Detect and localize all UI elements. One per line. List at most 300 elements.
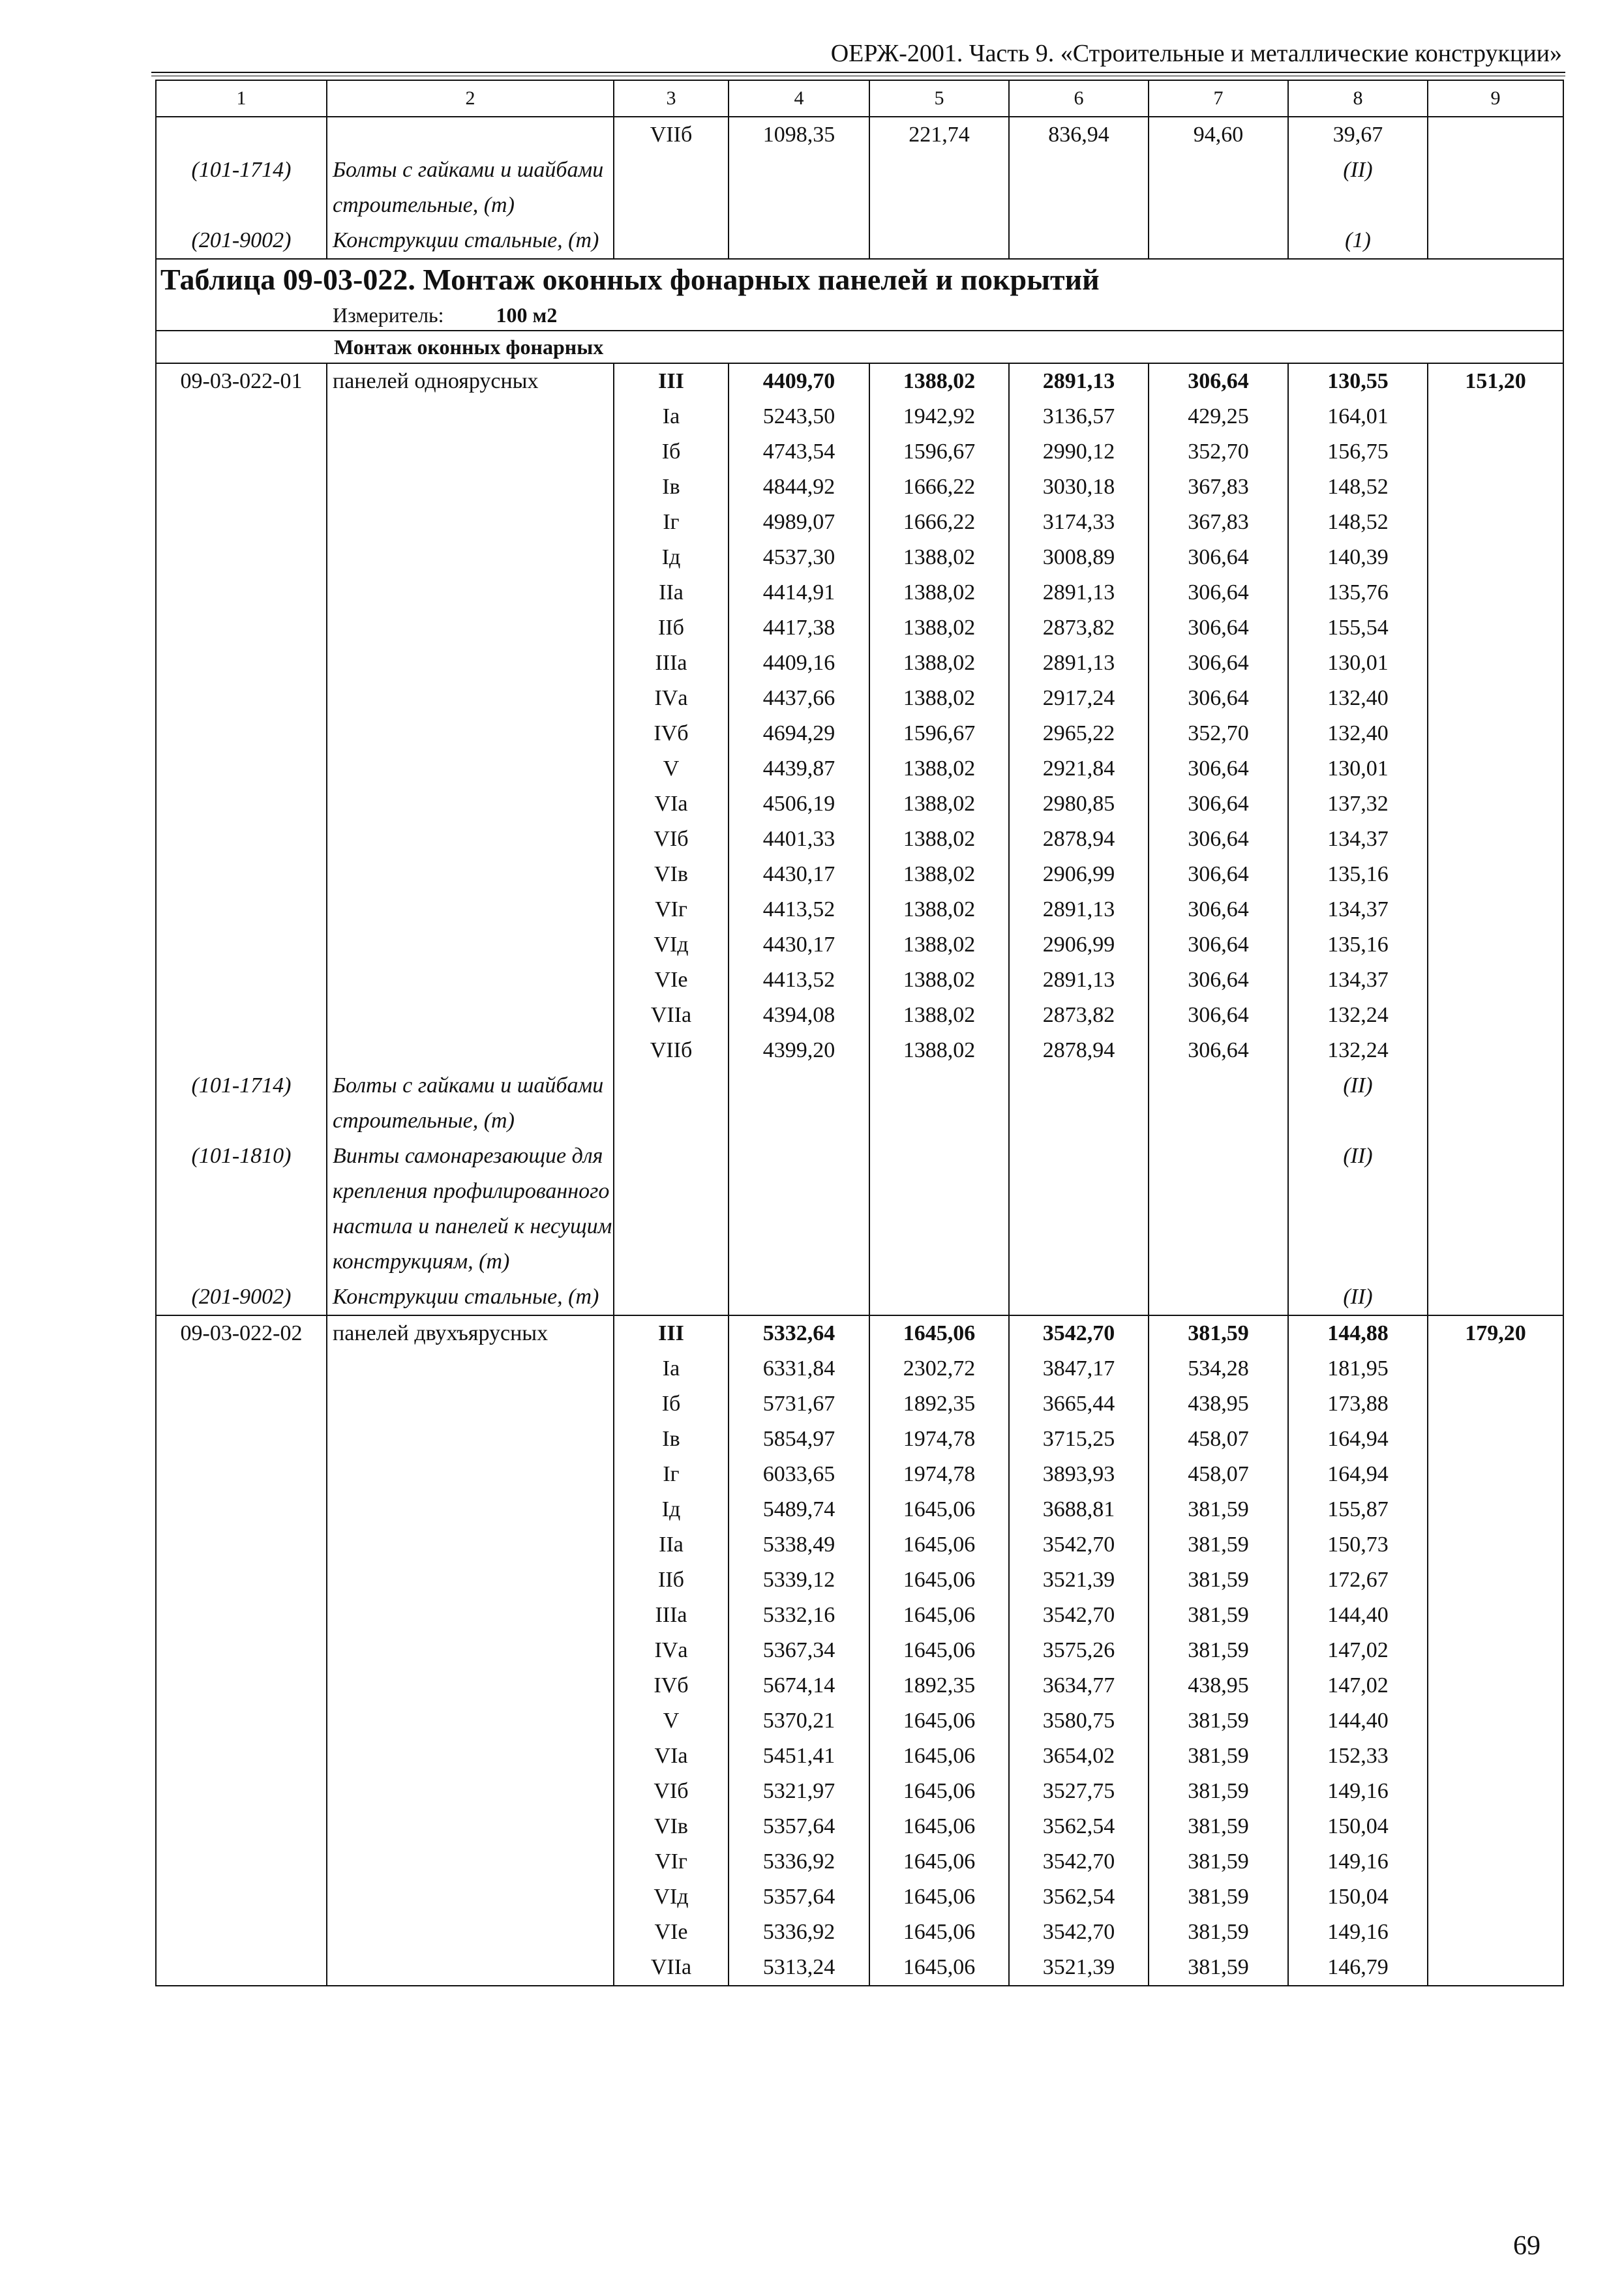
table-cell	[1428, 1950, 1563, 1986]
table-cell	[1428, 1422, 1563, 1457]
resource-code: (101-1714)	[156, 153, 327, 223]
value-cell: 4437,66	[729, 681, 869, 716]
table-cell	[1428, 998, 1563, 1033]
value-cell: 4537,30	[729, 540, 869, 575]
value-cell: 172,67	[1288, 1563, 1428, 1598]
table-cell	[1428, 1915, 1563, 1950]
table-cell	[1009, 1068, 1149, 1139]
value-cell: 4844,92	[729, 470, 869, 505]
table-cell	[1428, 540, 1563, 575]
table-cell	[156, 1844, 327, 1879]
resource-flag: (II)	[1288, 1068, 1428, 1139]
table-row	[156, 1457, 1563, 1492]
table-cell	[1428, 575, 1563, 610]
zone-cell: VIв	[614, 1809, 729, 1844]
rates-table	[155, 80, 1564, 1986]
table-cell	[156, 1809, 327, 1844]
table-cell	[1428, 1809, 1563, 1844]
value-cell: 1388,02	[869, 363, 1009, 399]
zone-cell: V	[614, 751, 729, 786]
value-cell: 149,16	[1288, 1774, 1428, 1809]
table-cell	[156, 1950, 327, 1986]
value-cell: 1892,35	[869, 1386, 1009, 1422]
value-cell: 3174,33	[1009, 505, 1149, 540]
value-cell: 1892,35	[869, 1668, 1009, 1703]
column-number-row	[156, 80, 1563, 117]
table-cell	[156, 716, 327, 751]
table-row	[156, 363, 1563, 399]
value-cell: 3030,18	[1009, 470, 1149, 505]
zone-cell: VIа	[614, 1739, 729, 1774]
value-cell: 135,76	[1288, 575, 1428, 610]
value-cell: 381,59	[1149, 1809, 1288, 1844]
value-cell: 458,07	[1149, 1422, 1288, 1457]
value-cell: 2990,12	[1009, 434, 1149, 470]
value-cell: 3654,02	[1009, 1739, 1149, 1774]
table-cell	[1428, 1844, 1563, 1879]
table-cell	[1428, 117, 1563, 153]
zone-cell: VIд	[614, 1879, 729, 1915]
table-cell	[156, 575, 327, 610]
value-cell: 3562,54	[1009, 1809, 1149, 1844]
table-cell	[1149, 223, 1288, 259]
table-row	[156, 1879, 1563, 1915]
table-cell	[1428, 1492, 1563, 1527]
value-cell: 130,01	[1288, 646, 1428, 681]
value-cell: 144,40	[1288, 1703, 1428, 1739]
value-cell: 367,83	[1149, 470, 1288, 505]
table-cell	[1428, 1033, 1563, 1068]
resource-row	[156, 1068, 1563, 1139]
table-cell	[327, 1386, 614, 1422]
table-cell	[156, 1879, 327, 1915]
value-cell: 132,40	[1288, 716, 1428, 751]
table-cell	[1428, 786, 1563, 822]
table-cell	[156, 1915, 327, 1950]
value-cell: 181,95	[1288, 1351, 1428, 1386]
resource-code: (201-9002)	[156, 1279, 327, 1315]
table-cell	[1149, 1279, 1288, 1315]
table-cell	[327, 434, 614, 470]
value-cell: 150,04	[1288, 1879, 1428, 1915]
table-title-cell	[156, 259, 1563, 331]
table-cell	[156, 1351, 327, 1386]
value-cell: 1974,78	[869, 1457, 1009, 1492]
value-cell: 306,64	[1149, 857, 1288, 892]
value-cell: 4430,17	[729, 857, 869, 892]
table-cell	[869, 1139, 1009, 1279]
zone-cell: VIIб	[614, 117, 729, 153]
table-cell	[327, 399, 614, 434]
value-cell: 1388,02	[869, 786, 1009, 822]
resource-row	[156, 1139, 1563, 1279]
table-row	[156, 1492, 1563, 1527]
table-row	[156, 1950, 1563, 1986]
table-cell	[156, 681, 327, 716]
value-cell: 5338,49	[729, 1527, 869, 1563]
table-row	[156, 399, 1563, 434]
table-cell	[327, 646, 614, 681]
table-cell	[156, 927, 327, 963]
value-cell: 4409,16	[729, 646, 869, 681]
value-cell: 164,01	[1288, 399, 1428, 434]
table-cell	[156, 892, 327, 927]
value-cell: 4743,54	[729, 434, 869, 470]
labor-cell: 179,20	[1428, 1315, 1563, 1351]
table-cell	[1009, 153, 1149, 223]
value-cell: 458,07	[1149, 1457, 1288, 1492]
resource-row	[156, 153, 1563, 223]
zone-cell: VIд	[614, 927, 729, 963]
value-cell: 4414,91	[729, 575, 869, 610]
measure-label: Измеритель:	[333, 303, 444, 327]
table-cell	[327, 575, 614, 610]
column-number: 1	[156, 80, 327, 117]
table-cell	[869, 153, 1009, 223]
table-cell	[327, 716, 614, 751]
column-number: 4	[729, 80, 869, 117]
value-cell: 2878,94	[1009, 1033, 1149, 1068]
table-cell	[327, 1457, 614, 1492]
value-cell: 2965,22	[1009, 716, 1149, 751]
value-cell: 39,67	[1288, 117, 1428, 153]
table-row	[156, 751, 1563, 786]
table-cell	[327, 1739, 614, 1774]
value-cell: 2873,82	[1009, 610, 1149, 646]
table-row	[156, 1563, 1563, 1598]
table-cell	[1428, 1598, 1563, 1633]
table-row	[156, 681, 1563, 716]
value-cell: 381,59	[1149, 1633, 1288, 1668]
table-cell	[1149, 1139, 1288, 1279]
value-cell: 381,59	[1149, 1703, 1288, 1739]
value-cell: 4506,19	[729, 786, 869, 822]
table-row	[156, 1422, 1563, 1457]
value-cell: 2921,84	[1009, 751, 1149, 786]
value-cell: 1645,06	[869, 1703, 1009, 1739]
value-cell: 3527,75	[1009, 1774, 1149, 1809]
table-row	[156, 117, 1563, 153]
value-cell: 5854,97	[729, 1422, 869, 1457]
table-cell	[327, 470, 614, 505]
table-cell	[1428, 434, 1563, 470]
value-cell: 1388,02	[869, 681, 1009, 716]
section-title: Монтаж оконных фонарных	[334, 335, 604, 359]
value-cell: 1645,06	[869, 1598, 1009, 1633]
value-cell: 1388,02	[869, 646, 1009, 681]
value-cell: 3542,70	[1009, 1915, 1149, 1950]
value-cell: 140,39	[1288, 540, 1428, 575]
table-cell	[327, 1809, 614, 1844]
value-cell: 2878,94	[1009, 822, 1149, 857]
table-row	[156, 540, 1563, 575]
table-cell	[729, 153, 869, 223]
value-cell: 137,32	[1288, 786, 1428, 822]
table-cell	[156, 1422, 327, 1457]
value-cell: 148,52	[1288, 505, 1428, 540]
value-cell: 381,59	[1149, 1879, 1288, 1915]
value-cell: 4413,52	[729, 963, 869, 998]
value-cell: 1388,02	[869, 751, 1009, 786]
value-cell: 1645,06	[869, 1315, 1009, 1351]
table-title: Таблица 09-03-022. Монтаж оконных фонарных панелей и покрытий	[160, 263, 1100, 296]
value-cell: 150,04	[1288, 1809, 1428, 1844]
zone-cell: VIIа	[614, 998, 729, 1033]
value-cell: 1388,02	[869, 575, 1009, 610]
table-cell	[156, 540, 327, 575]
value-cell: 4401,33	[729, 822, 869, 857]
value-cell: 3634,77	[1009, 1668, 1149, 1703]
value-cell: 173,88	[1288, 1386, 1428, 1422]
table-row	[156, 1703, 1563, 1739]
value-cell: 1974,78	[869, 1422, 1009, 1457]
table-cell	[156, 1668, 327, 1703]
value-cell: 2906,99	[1009, 857, 1149, 892]
resource-flag: (II)	[1288, 1139, 1428, 1279]
table-cell	[614, 223, 729, 259]
value-cell: 381,59	[1149, 1774, 1288, 1809]
table-cell	[156, 434, 327, 470]
value-cell: 132,40	[1288, 681, 1428, 716]
table-cell	[1428, 1633, 1563, 1668]
column-number: 3	[614, 80, 729, 117]
value-cell: 149,16	[1288, 1844, 1428, 1879]
value-cell: 381,59	[1149, 1950, 1288, 1986]
table-cell	[327, 963, 614, 998]
table-cell	[156, 505, 327, 540]
table-cell	[729, 1279, 869, 1315]
value-cell: 3715,25	[1009, 1422, 1149, 1457]
table-cell	[1428, 223, 1563, 259]
table-cell	[327, 1844, 614, 1879]
header-rule	[151, 72, 1565, 73]
column-number: 2	[327, 80, 614, 117]
zone-cell: Iа	[614, 399, 729, 434]
zone-cell: Iв	[614, 1422, 729, 1457]
value-cell: 352,70	[1149, 434, 1288, 470]
zone-cell: IVб	[614, 716, 729, 751]
table-cell	[1428, 1703, 1563, 1739]
value-cell: 5313,24	[729, 1950, 869, 1986]
value-cell: 1388,02	[869, 822, 1009, 857]
value-cell: 5243,50	[729, 399, 869, 434]
table-row	[156, 1809, 1563, 1844]
value-cell: 3580,75	[1009, 1703, 1149, 1739]
value-cell: 3688,81	[1009, 1492, 1149, 1527]
value-cell: 221,74	[869, 117, 1009, 153]
value-cell: 2891,13	[1009, 363, 1149, 399]
value-cell: 2891,13	[1009, 892, 1149, 927]
value-cell: 144,40	[1288, 1598, 1428, 1633]
value-cell: 3542,70	[1009, 1315, 1149, 1351]
value-cell: 306,64	[1149, 610, 1288, 646]
table-cell	[327, 1033, 614, 1068]
table-cell	[156, 1633, 327, 1668]
zone-cell: IVа	[614, 681, 729, 716]
value-cell: 4439,87	[729, 751, 869, 786]
table-cell	[1428, 963, 1563, 998]
value-cell: 306,64	[1149, 681, 1288, 716]
table-cell	[156, 1703, 327, 1739]
zone-cell: Iг	[614, 505, 729, 540]
table-cell	[1428, 1774, 1563, 1809]
value-cell: 4413,52	[729, 892, 869, 927]
zone-cell: III	[614, 1315, 729, 1351]
value-cell: 306,64	[1149, 646, 1288, 681]
zone-cell: Iд	[614, 540, 729, 575]
value-cell: 3665,44	[1009, 1386, 1149, 1422]
table-cell	[614, 1279, 729, 1315]
value-cell: 352,70	[1149, 716, 1288, 751]
table-cell	[1428, 1457, 1563, 1492]
table-cell	[1428, 399, 1563, 434]
value-cell: 2891,13	[1009, 575, 1149, 610]
table-cell	[156, 857, 327, 892]
table-cell	[156, 1457, 327, 1492]
column-number: 7	[1149, 80, 1288, 117]
table-cell	[327, 1492, 614, 1527]
value-cell: 130,55	[1288, 363, 1428, 399]
zone-cell: Iв	[614, 470, 729, 505]
value-cell: 147,02	[1288, 1668, 1428, 1703]
table-cell	[614, 153, 729, 223]
value-cell: 5336,92	[729, 1844, 869, 1879]
table-cell	[327, 540, 614, 575]
value-cell: 1388,02	[869, 540, 1009, 575]
table-cell	[1428, 1351, 1563, 1386]
zone-cell: V	[614, 1703, 729, 1739]
value-cell: 4399,20	[729, 1033, 869, 1068]
value-cell: 381,59	[1149, 1739, 1288, 1774]
table-cell	[1149, 153, 1288, 223]
zone-cell: VIе	[614, 963, 729, 998]
value-cell: 5332,64	[729, 1315, 869, 1351]
table-cell	[327, 1527, 614, 1563]
value-cell: 1645,06	[869, 1739, 1009, 1774]
value-cell: 3562,54	[1009, 1879, 1149, 1915]
table-cell	[1009, 1139, 1149, 1279]
value-cell: 150,73	[1288, 1527, 1428, 1563]
table-row	[156, 1351, 1563, 1386]
resource-name: Конструкции стальные, (т)	[327, 1279, 614, 1315]
table-cell	[327, 822, 614, 857]
value-cell: 5451,41	[729, 1739, 869, 1774]
table-row	[156, 1739, 1563, 1774]
value-cell: 3893,93	[1009, 1457, 1149, 1492]
value-cell: 152,33	[1288, 1739, 1428, 1774]
value-cell: 1645,06	[869, 1844, 1009, 1879]
table-row	[156, 716, 1563, 751]
table-cell	[156, 646, 327, 681]
table-cell	[1428, 716, 1563, 751]
table-cell	[1428, 857, 1563, 892]
value-cell: 1645,06	[869, 1879, 1009, 1915]
value-cell: 4394,08	[729, 998, 869, 1033]
table-cell	[1428, 646, 1563, 681]
table-cell	[327, 857, 614, 892]
table-cell	[1428, 1139, 1563, 1279]
table-cell	[156, 751, 327, 786]
table-cell	[327, 1668, 614, 1703]
value-cell: 1645,06	[869, 1809, 1009, 1844]
value-cell: 1388,02	[869, 1033, 1009, 1068]
table-cell	[1428, 1527, 1563, 1563]
table-row	[156, 1633, 1563, 1668]
value-cell: 306,64	[1149, 786, 1288, 822]
table-row	[156, 786, 1563, 822]
value-cell: 164,94	[1288, 1422, 1428, 1457]
table-cell	[869, 223, 1009, 259]
resource-name: Болты с гайками и шайбами строительные, (т)	[327, 153, 614, 223]
table-cell	[614, 1068, 729, 1139]
table-row	[156, 822, 1563, 857]
zone-cell: Iа	[614, 1351, 729, 1386]
table-cell	[327, 610, 614, 646]
value-cell: 381,59	[1149, 1563, 1288, 1598]
zone-cell: IIа	[614, 575, 729, 610]
zone-cell: VIа	[614, 786, 729, 822]
value-cell: 306,64	[1149, 963, 1288, 998]
value-cell: 4409,70	[729, 363, 869, 399]
table-row	[156, 927, 1563, 963]
table-row	[156, 998, 1563, 1033]
column-number: 6	[1009, 80, 1149, 117]
section-cell	[156, 331, 1563, 363]
value-cell: 3542,70	[1009, 1527, 1149, 1563]
value-cell: 306,64	[1149, 998, 1288, 1033]
table-cell	[327, 1950, 614, 1986]
table-row	[156, 1598, 1563, 1633]
value-cell: 1388,02	[869, 963, 1009, 998]
value-cell: 3008,89	[1009, 540, 1149, 575]
item-name: панелей одноярусных	[327, 363, 614, 399]
table-cell	[729, 1139, 869, 1279]
item-code: 09-03-022-02	[156, 1315, 327, 1351]
table-cell	[1428, 1068, 1563, 1139]
table-cell	[1428, 1739, 1563, 1774]
value-cell: 381,59	[1149, 1527, 1288, 1563]
value-cell: 4694,29	[729, 716, 869, 751]
value-cell: 1666,22	[869, 470, 1009, 505]
table-cell	[327, 1563, 614, 1598]
value-cell: 3542,70	[1009, 1598, 1149, 1633]
value-cell: 132,24	[1288, 998, 1428, 1033]
value-cell: 1388,02	[869, 857, 1009, 892]
table-row	[156, 646, 1563, 681]
value-cell: 149,16	[1288, 1915, 1428, 1950]
table-cell	[327, 1879, 614, 1915]
table-cell	[156, 998, 327, 1033]
table-cell	[1009, 1279, 1149, 1315]
value-cell: 367,83	[1149, 505, 1288, 540]
zone-cell: III	[614, 363, 729, 399]
table-cell	[156, 470, 327, 505]
table-cell	[1428, 505, 1563, 540]
table-row	[156, 857, 1563, 892]
value-cell: 2873,82	[1009, 998, 1149, 1033]
table-row	[156, 470, 1563, 505]
table-row	[156, 1033, 1563, 1068]
value-cell: 306,64	[1149, 540, 1288, 575]
table-cell	[1009, 223, 1149, 259]
zone-cell: Iг	[614, 1457, 729, 1492]
value-cell: 1645,06	[869, 1492, 1009, 1527]
table-cell	[156, 1527, 327, 1563]
zone-cell: VIв	[614, 857, 729, 892]
value-cell: 381,59	[1149, 1598, 1288, 1633]
resource-name: Винты самонарезающие для крепления профилированного настила и панелей к несущим конструкциям, (т)	[327, 1139, 614, 1279]
zone-cell: IVб	[614, 1668, 729, 1703]
